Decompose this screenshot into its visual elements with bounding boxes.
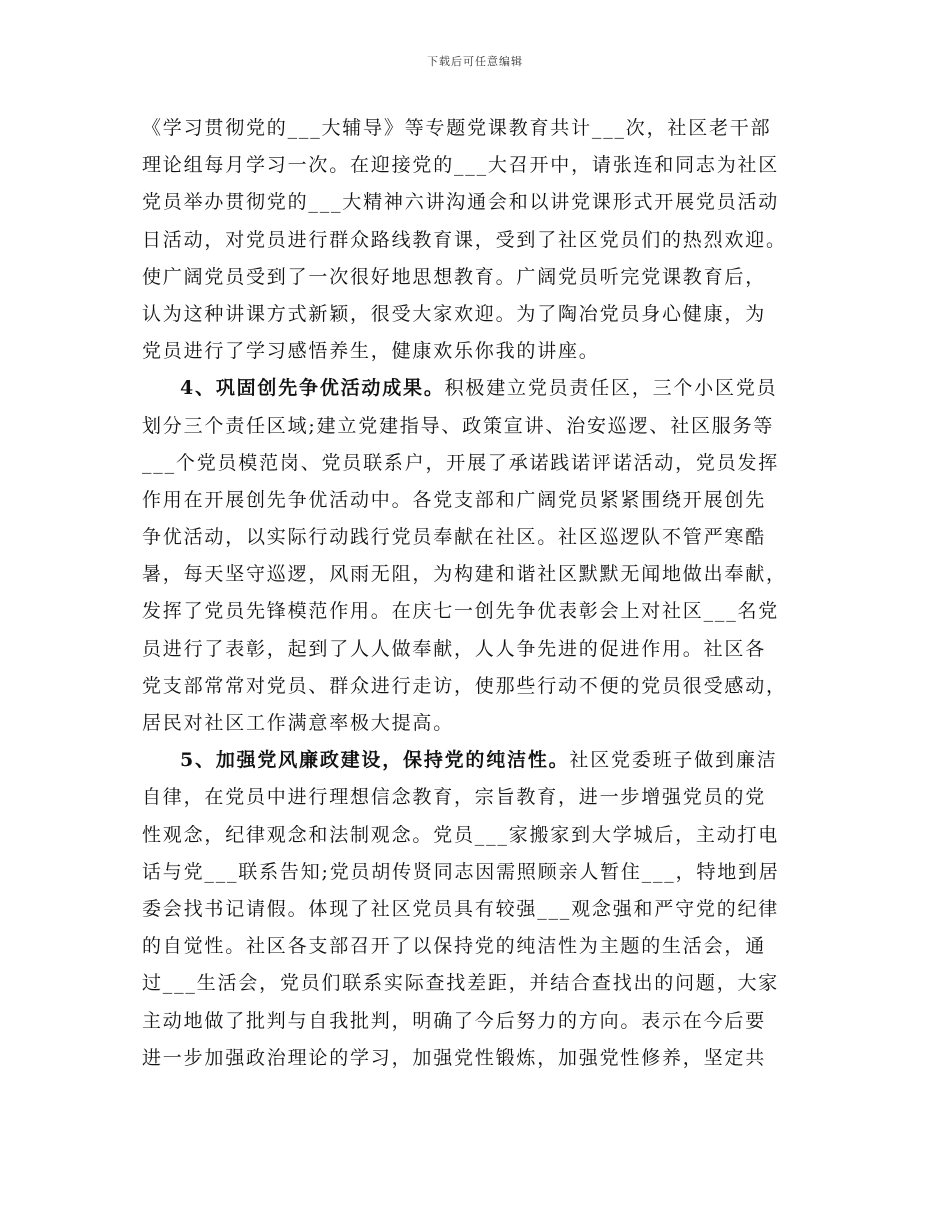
text-line [142, 965, 822, 1002]
text-line [142, 259, 822, 296]
text-line [142, 408, 822, 445]
line-text: ___个党员模范岗、党员联系户，开展了承诺践诺评诺活动，党员发挥 [142, 451, 780, 474]
text-line [142, 854, 822, 891]
text-line [142, 742, 822, 779]
line-text: 争优活动，以实际行动践行党员奉献在社区。社区巡逻队不管严寒酷 [142, 526, 767, 549]
text-line [142, 779, 822, 816]
text-line [142, 370, 822, 407]
text-line [142, 147, 822, 184]
text-line [142, 705, 822, 742]
text-line [142, 445, 822, 482]
text-line [142, 556, 822, 593]
text-line [142, 817, 822, 854]
line-text: 使广阔党员受到了一次很好地思想教育。广阔党员听完党课教育后， [142, 265, 767, 288]
line-text: 《学习贯彻党的___大辅导》等专题党课教育共计___次，社区老干部 [142, 117, 772, 139]
text-line [142, 110, 822, 147]
text-line [142, 631, 822, 668]
line-text: 理论组每月学习一次。在迎接党的___大召开中，请张连和同志为社区 [142, 154, 780, 177]
line-text: 的自觉性。社区各支部召开了以保持党的纯洁性为主题的生活会，通 [142, 935, 767, 958]
text-line [142, 668, 822, 705]
text-line [142, 1003, 822, 1040]
line-text: 认为这种讲课方式新颖，很受大家欢迎。为了陶冶党员身心健康，为 [142, 302, 767, 325]
text-line [142, 1040, 822, 1077]
section-heading: 4、巩固创先争优活动成果。 [180, 377, 445, 400]
document-body [142, 110, 822, 1077]
text-line [142, 593, 822, 630]
text-line [142, 222, 822, 259]
line-text: 积极建立党员责任区，三个小区党员 [444, 377, 778, 400]
line-text: 党支部常常对党员、群众进行走访，使那些行动不便的党员很受感动， [142, 674, 787, 697]
line-text: 党员进行了学习感悟养生，健康欢乐你我的讲座。 [142, 340, 600, 363]
text-line [142, 296, 822, 333]
line-text: 员进行了表彰，起到了人人做奉献，人人争先进的促进作用。社区各 [142, 637, 767, 660]
text-line [142, 891, 822, 928]
text-line [142, 519, 822, 556]
line-text: 作用在开展创先争优活动中。各党支部和广阔党员紧紧围绕开展创先 [142, 488, 767, 511]
text-line [142, 482, 822, 519]
line-text: 主动地做了批判与自我批判，明确了今后努力的方向。表示在今后要 [142, 1009, 767, 1032]
text-line [142, 184, 822, 221]
line-text: 党员举办贯彻党的___大精神六讲沟通会和以讲党课形式开展党员活动 [142, 191, 780, 214]
line-text: 划分三个责任区域;建立党建指导、政策宣讲、治安巡逻、社区服务等 [142, 414, 775, 437]
text-line [142, 928, 822, 965]
line-text: 过___生活会，党员们联系实际查找差距，并结合查找出的问题，大家 [142, 972, 780, 995]
line-text: 居民对社区工作满意率极大提高。 [142, 712, 455, 734]
line-text: 进一步加强政治理论的学习，加强党性锻炼，加强党性修养，坚定共 [142, 1046, 767, 1069]
line-text: 日活动，对党员进行群众路线教育课，受到了社区党员们的热烈欢迎。 [142, 228, 787, 251]
line-text: 暑，每天坚守巡逻，风雨无阻，为构建和谐社区默默无闻地做出奉献， [142, 563, 787, 586]
section-heading: 5、加强党风廉政建设，保持党的纯洁性。 [180, 749, 570, 772]
line-text: 发挥了党员先锋模范作用。在庆七一创先争优表彰会上对社区___名党 [142, 600, 780, 623]
line-text: 委会找书记请假。体现了社区党员具有较强___观念强和严守党的纪律 [142, 897, 780, 920]
text-line [142, 333, 822, 370]
page-header: 下载后可任意编辑 [427, 55, 523, 68]
line-text: 自律，在党员中进行理想信念教育，宗旨教育，进一步增强党员的党 [142, 786, 767, 809]
line-text: 性观念，纪律观念和法制观念。党员___家搬家到大学城后，主动打电 [142, 823, 780, 846]
line-text: 话与党___联系告知;党员胡传贤同志因需照顾亲人暂住___，特地到居 [142, 860, 780, 883]
line-text: 社区党委班子做到廉洁 [569, 749, 778, 772]
